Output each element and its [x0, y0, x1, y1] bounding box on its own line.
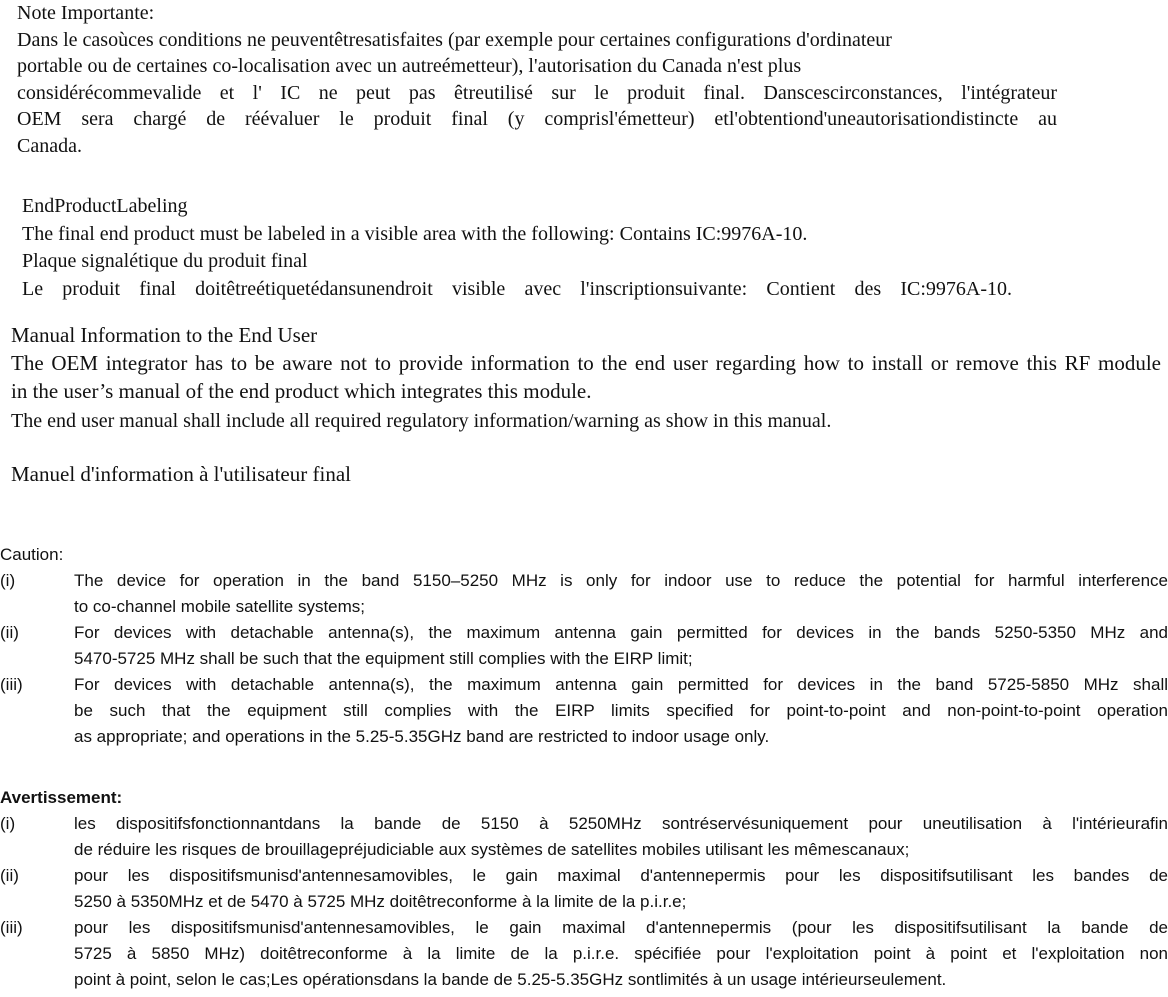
list-item [0, 863, 1168, 915]
item-line: point à point, selon le cas;Les opérationsdans la bande de 5.25-5.35GHz sontlimités à un usage intérieurseulement. [74, 970, 947, 989]
item-number: (iii) [0, 918, 23, 937]
end-product-labeling-section [22, 193, 1012, 303]
item-line: 5470-5725 MHz shall be such that the equipment still complies with the EIRP limit; [74, 649, 693, 668]
manual-line: The OEM integrator has to be aware not to provide information to the end user regarding how to install or remove this RF module [11, 351, 1161, 375]
manuel-title-fr: Manuel d'information à l'utilisateur final [11, 462, 351, 486]
note-line: Canada. [17, 134, 82, 157]
note-line: portable ou de certaines co-localisation avec un autreémetteur), l'autorisation du Canada n'est plus [17, 55, 802, 77]
note-title: Note Importante: [17, 2, 155, 24]
manual-line: The end user manual shall include all required regulatory information/warning as show in this manual. [11, 410, 832, 432]
note-line: OEM sera chargé de réévaluer le produit final (y comprisl'émetteur) etl'obtentiond'uneautorisationdistincte au [17, 108, 1057, 130]
item-line: For devices with detachable antenna(s), the maximum antenna gain permitted for devices in the band 5725-5850 MHz shall [74, 675, 1168, 694]
list-item [0, 672, 1168, 750]
item-line: les dispositifsfonctionnantdans la bande de 5150 à 5250MHz sontréservésuniquement pour uneutilisation à l'intérieurafin [74, 814, 1168, 833]
item-number: (iii) [0, 675, 23, 694]
note-line: Dans le casoùces conditions ne peuventêtresatisfaites (par exemple pour certaines configurations d'ordinateur [17, 28, 892, 51]
labeling-title: EndProductLabeling [22, 195, 188, 217]
caution-section [0, 542, 1168, 750]
item-line: 5250 à 5350MHz et de 5470 à 5725 MHz doitêtreconforme à la limite de la p.i.r.e; [74, 892, 687, 911]
item-line: pour les dispositifsmunisd'antennesamovibles, le gain maximal d'antennepermis (pour les dispositifsutilisant la bande de [74, 918, 1168, 937]
avertissement-title: Avertissement: [0, 788, 123, 807]
item-line: pour les dispositifsmunisd'antennesamovibles, le gain maximal d'antennepermis pour les dispositifsutilisant les bandes de [74, 866, 1168, 885]
labeling-line-fr: Le produit final doitêtreétiquetédansunendroit visible avec l'inscriptionsuivante: Contient des IC:9976A-10. [22, 277, 1012, 300]
note-importante-section [17, 0, 1057, 159]
labeling-line-en: The final end product must be labeled in a visible area with the following: Contains IC:9976A-10. [22, 222, 808, 245]
item-line: The device for operation in the band 5150–5250 MHz is only for indoor use to reduce the potential for harmful interference [74, 571, 1168, 590]
labeling-title-fr: Plaque signalétique du produit final [22, 250, 308, 272]
item-line: For devices with detachable antenna(s), the maximum antenna gain permitted for devices in the bands 5250-5350 MHz and [74, 623, 1168, 642]
item-line: to co-channel mobile satellite systems; [74, 597, 366, 616]
item-line: as appropriate; and operations in the 5.25-5.35GHz band are restricted to indoor usage only. [74, 727, 770, 746]
item-line: be such that the equipment still complies with the EIRP limits specified for point-to-point and non-point-to-point operation [74, 701, 1168, 720]
avertissement-section [0, 785, 1168, 993]
caution-title: Caution: [0, 545, 64, 564]
item-number: (ii) [0, 623, 19, 642]
manual-information-section [11, 321, 1161, 435]
list-item [0, 568, 1168, 620]
item-line: de réduire les risques de brouillagepréjudiciable aux systèmes de satellites mobiles utilisant les mêmescanaux; [74, 840, 910, 859]
item-number: (ii) [0, 866, 19, 885]
manual-title: Manual Information to the End User [11, 323, 318, 347]
list-item [0, 811, 1168, 863]
note-line: considérécommevalide et l' IC ne peut pas êtreutilisé sur le produit final. Danscescirconstances, l'intégrateur [17, 81, 1057, 104]
item-number: (i) [0, 571, 16, 590]
item-line: 5725 à 5850 MHz) doitêtreconforme à la limite de la p.i.r.e. spécifiée pour l'exploitation point à point et l'exploitation non [74, 944, 1168, 963]
list-item [0, 620, 1168, 672]
list-item [0, 915, 1168, 993]
item-number: (i) [0, 814, 16, 833]
manual-line: in the user’s manual of the end product which integrates this module. [11, 379, 592, 403]
